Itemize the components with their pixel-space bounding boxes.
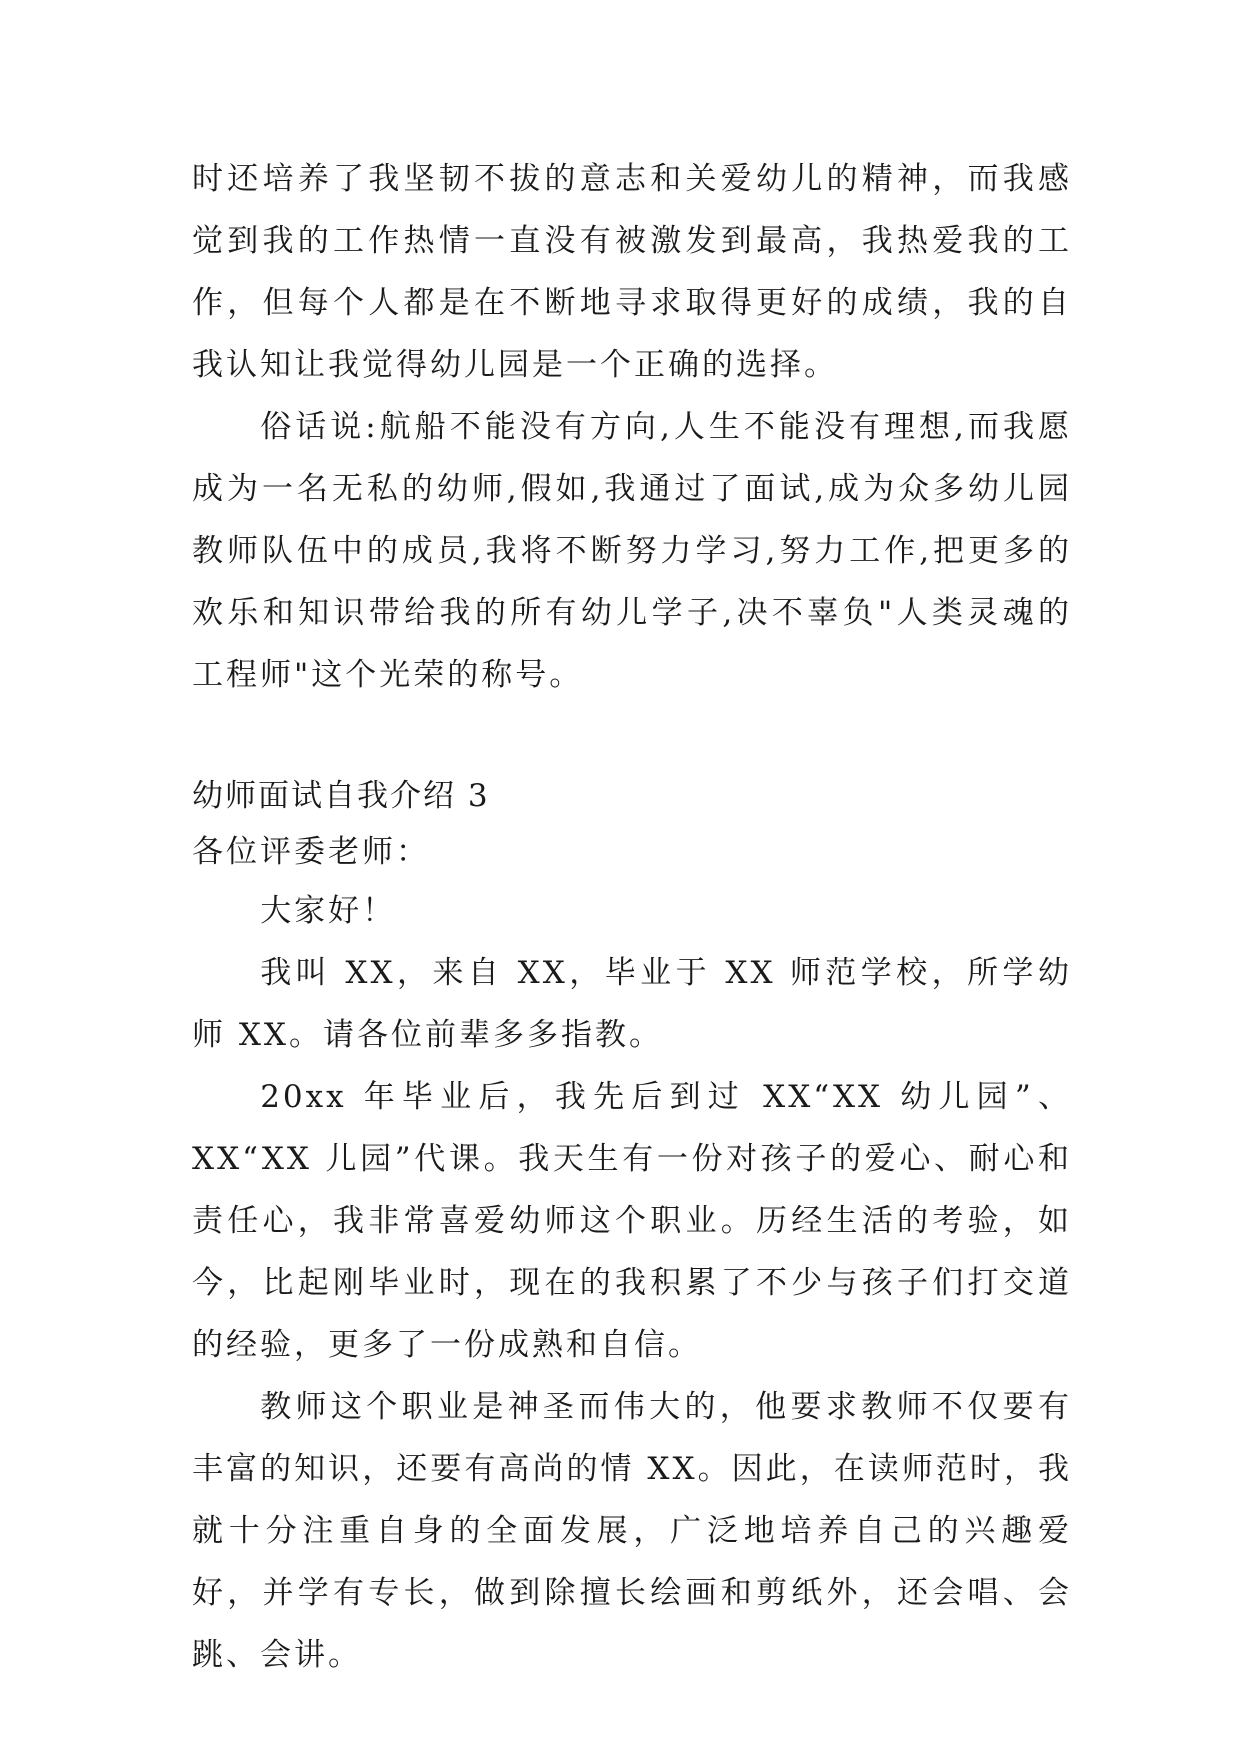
section-title: 幼师面试自我介绍 3	[192, 778, 490, 814]
paragraph-continuation: 时还培养了我坚韧不拔的意志和关爱幼儿的精神，而我感觉到我的工作热情一直没有被激发到最高，我热爱我的工作，但每个人都是在不断地寻求取得更好的成绩，我的自我认知让我觉得幼儿园是一个正确的选择。	[192, 161, 1072, 383]
salutation: 各位评委老师：	[192, 834, 430, 870]
paragraph-greeting: 大家好！	[260, 893, 397, 929]
paragraph-experience: 20xx 年毕业后，我先后到过 XX“XX 幼儿园”、XX“XX 儿园”代课。我天生有一份对孩子的爱心、耐心和责任心，我非常喜爱幼师这个职业。历经生活的考验，如今，比起刚毕业时，现在的我积累了不少与孩子们打交道的经验，更多了一份成熟和自信。	[192, 1079, 1072, 1363]
document-body	[192, 148, 1072, 1686]
paragraph-proverb: 俗话说:航船不能没有方向,人生不能没有理想,而我愿成为一名无私的幼师,假如,我通过了面试,成为众多幼儿园教师队伍中的成员,我将不断努力学习,努力工作,把更多的欢乐和知识带给我的所有幼儿学子,决不辜负"人类灵魂的工程师"这个光荣的称号。	[192, 409, 1072, 693]
section-spacer	[192, 706, 1072, 768]
paragraph-profession: 教师这个职业是神圣而伟大的，他要求教师不仅要有丰富的知识，还要有高尚的情 XX。因此，在读师范时，我就十分注重自身的全面发展，广泛地培养自己的兴趣爱好，并学有专长，做到除擅长绘画和剪纸外，还会唱、会跳、会讲。	[192, 1389, 1072, 1673]
paragraph-introduction: 我叫 XX，来自 XX，毕业于 XX 师范学校，所学幼师 XX。请各位前辈多多指教。	[192, 955, 1072, 1053]
